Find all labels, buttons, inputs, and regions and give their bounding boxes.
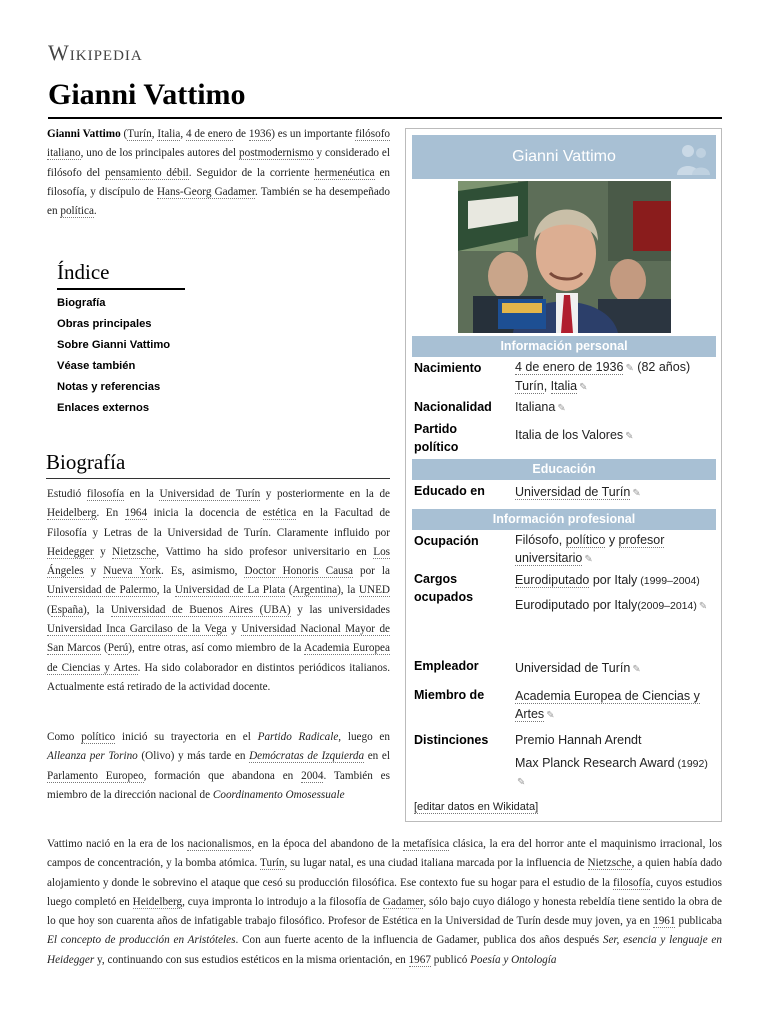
value-miembro [515, 688, 715, 724]
value-empleador: Universidad de Turín ✎ [515, 660, 715, 679]
infobox-title: Gianni Vattimo [512, 148, 616, 165]
label-empleador: Empleador [414, 659, 479, 673]
link-filosofo[interactable]: filósofo [355, 128, 391, 140]
value-nacimiento: 4 de enero de 1936 ✎ (82 años) Turín, Italia ✎ [515, 359, 715, 396]
link-academia-europea-infobox[interactable]: Academia Europea de Ciencias y Artes [515, 689, 700, 721]
section-header-personal: Información personal [412, 336, 716, 357]
link-argentina[interactable]: Argentina [292, 584, 338, 597]
link-birth-date[interactable]: 4 de enero [185, 128, 233, 140]
value-ocupacion: Filósofo, político y profesor universitario ✎ [515, 532, 715, 568]
portrait-photo[interactable] [458, 181, 671, 333]
link-nacionalismos[interactable]: nacionalismos [187, 838, 252, 850]
toc-item-notas[interactable]: Notas y referencias [57, 381, 161, 393]
label-miembro: Miembro de [414, 688, 485, 702]
label-educado: Educado en [414, 484, 485, 498]
toc-item-enlaces[interactable]: Enlaces externos [57, 402, 150, 414]
link-politico[interactable]: político [81, 731, 116, 743]
link-gadamer-p3[interactable]: Gadamer [382, 895, 424, 908]
toc-divider [57, 288, 185, 290]
link-peru[interactable]: Perú [107, 642, 129, 655]
section-divider [46, 478, 390, 479]
link-uned[interactable]: UNED [358, 584, 390, 597]
link-estetica[interactable]: estética [262, 507, 297, 520]
link-hermeneutica[interactable]: hermenéutica [314, 166, 375, 179]
link-politico-infobox[interactable]: político [565, 533, 606, 547]
biografia-paragraph-3: Vattimo nació en la era de los nacionalismos, en la época del abandono de la metafísica clásica, la era del horror ante el maquinismo irracional, los campos de concentración, y la bomba atómica. Turín, su lugar natal, es una ciudad italiana marcada por la influencia de Nietzsche, a quien había dado alojamiento y donde le sobrevino el ataque que cesó su producción filosófica. Ese contexto fue su hogar para el estudio de la filosofía, cuyos estudios luego completó en Heidelberg, cuya impronta lo introdujo a la filosofía de Gadamer, sólo bajo cuyo diálogo y honesta rebeldía tiene sentido la obra de lo que hoy son cuarenta años de infatigable trabajo filosófico. Profesor de Estética en la Universidad de Turín desde muy joven, ya en 1961 publicaba El concepto de producción en Aristóteles. Con aun fuerte acento de la influencia de Gadamer, publica dos años después Ser, esencia y lenguaje en Heidegger y, continuando con sus estudios estéticos en la misma orientación, en 1967 publicó Poesía y Ontología [47, 838, 723, 966]
section-header-profesional: Información profesional [412, 509, 716, 530]
label-cargos: Cargos ocupados [414, 572, 474, 604]
link-san-marcos[interactable]: Universidad Nacional Mayor de San Marcos [47, 623, 391, 655]
pencil-icon[interactable]: ✎ [632, 664, 641, 675]
link-1964[interactable]: 1964 [124, 507, 148, 520]
italic-alleanza: Alleanza per Torino [47, 750, 138, 763]
link-italiano[interactable]: italiano [47, 147, 81, 160]
toc-heading: Índice [57, 260, 110, 284]
link-nietzsche-p3[interactable]: Nietzsche [587, 857, 632, 870]
edit-wikidata-link[interactable]: [editar datos en Wikidata] [414, 801, 539, 813]
wikipedia-wordmark[interactable]: Wikipedia [48, 40, 143, 65]
link-nueva-york[interactable]: Nueva York [103, 565, 161, 578]
link-uba[interactable]: Universidad de Buenos Aires (UBA) [110, 603, 291, 616]
link-postmodernismo[interactable]: postmodernismo [239, 147, 314, 160]
link-universidad-turin[interactable]: Universidad de Turín [159, 488, 261, 500]
biografia-paragraph-2: Como político inició su trayectoria en el Partido Radicale, luego en Alleanza per Torino (Olivo) y más tarde en Demócratas de Izquierda en el Parlamento Europeo, formación que abandona en 2004. También es miembro de la dirección nacional de Coordinamento Omosessuale [47, 731, 390, 801]
link-turin[interactable]: Turín [127, 128, 152, 140]
link-los-angeles[interactable]: Los Ángeles [47, 545, 391, 578]
toc-item-obras[interactable]: Obras principales [57, 318, 152, 330]
pencil-icon[interactable]: ✎ [698, 600, 708, 612]
toc-item-sobre[interactable]: Sobre Gianni Vattimo [57, 339, 171, 351]
pencil-icon[interactable]: ✎ [557, 403, 566, 414]
value-cargos: Eurodiputado por Italy (1999–2004) Eurodiputado por Italy(2009–2014) ✎ [515, 572, 715, 615]
label-partido: Partido político [414, 422, 459, 454]
link-inca-garcilaso[interactable]: Universidad Inca Garcilaso de la Vega [47, 623, 227, 636]
link-italia[interactable]: Italia [157, 128, 181, 140]
value-distinciones: Premio Hannah Arendt Max Planck Research Award (1992)✎ [515, 732, 715, 792]
value-partido: Italia de los Valores ✎ [515, 427, 715, 446]
link-nietzsche[interactable]: Nietzsche [112, 545, 157, 558]
link-universidad-la-plata[interactable]: Universidad de La Plata [174, 584, 286, 597]
label-ocupacion: Ocupación [414, 534, 479, 548]
pencil-icon[interactable]: ✎ [584, 553, 593, 565]
link-1961[interactable]: 1961 [653, 915, 676, 928]
link-politica[interactable]: política [60, 205, 94, 218]
link-heidegger[interactable]: Heidegger [47, 545, 94, 558]
section-heading-biografia: Biografía [46, 450, 126, 474]
link-birthplace-turin[interactable]: Turín [515, 378, 544, 393]
link-metafisica[interactable]: metafísica [403, 838, 450, 850]
bold-subject-name: Gianni Vattimo [47, 128, 121, 140]
page-title: Gianni Vattimo [48, 78, 246, 111]
italic-coordinamento: Coordinamento Omosessuale [212, 788, 345, 801]
toc-item-biografia[interactable]: Biografía [57, 297, 106, 309]
pencil-icon[interactable]: ✎ [517, 777, 526, 788]
infobox-header [412, 135, 716, 179]
link-doctor-honoris-causa[interactable]: Doctor Honoris Causa [244, 565, 353, 578]
section-header-educacion: Educación [412, 459, 716, 480]
link-birthplace-italia[interactable]: Italia [550, 378, 578, 393]
person-silhouette-icon [674, 141, 712, 175]
link-parlamento-europeo[interactable]: Parlamento Europeo [47, 769, 144, 782]
link-universidad-turin-infobox[interactable]: Universidad de Turín [515, 485, 631, 499]
pencil-icon[interactable]: ✎ [579, 381, 588, 393]
value-educado [515, 484, 715, 503]
link-filosofia-p3[interactable]: filosofía [613, 876, 651, 889]
link-1967[interactable]: 1967 [408, 953, 431, 966]
link-turin-p3[interactable]: Turín [260, 857, 285, 870]
italic-partido-radicale: Partido Radicale [257, 731, 339, 743]
label-nacimiento: Nacimiento [414, 361, 482, 375]
intro-paragraph: Gianni Vattimo (Turín, Italia, 4 de enero de 1936) es un importante filósofo italiano, uno de los principales autores del postmodernismo y considerado el filósofo del pensamiento débil. Seguidor de la corriente hermenéutica en filosofía, y discípulo de Hans-Georg Gadamer. También se ha desempeñado en política. [47, 128, 391, 218]
pencil-icon[interactable]: ✎ [632, 488, 641, 499]
toc-item-vease[interactable]: Véase también [57, 360, 136, 372]
link-espana[interactable]: España [50, 603, 84, 616]
pencil-icon[interactable]: ✎ [546, 709, 555, 721]
link-profesor-universitario[interactable]: profesor universitario [515, 533, 665, 565]
label-nacionalidad: Nacionalidad [414, 400, 492, 414]
link-academia-europea[interactable]: Academia Europea de Ciencias y Artes [47, 642, 390, 674]
link-gadamer[interactable]: Hans-Georg Gadamer [156, 185, 255, 198]
link-birth-year[interactable]: 1936 [248, 128, 272, 140]
biografia-paragraph-1: Estudió filosofía en la Universidad de Turín y posteriormente en la de Heidelberg. En 1964 inicia la docencia de estética en la Facultad de Filosofía y Letras de la Universidad de Turín. Claramente influido por Heidegger y Nietzsche, Vattimo ha sido profesor universitario en Los Ángeles y Nueva York. Es, asimismo, Doctor Honoris Causa por la Universidad de Palermo, la Universidad de La Plata (Argentina), la UNED (España), la Universidad de Buenos Aires (UBA) y las universidades Universidad Inca Garcilaso de la Vega y Universidad Nacional Mayor de San Marcos (Perú), entre otras, así como miembro de la Academia Europea de Ciencias y Artes. Ha sido colaborador en distintos periódicos italianos. Actualmente está retirado de la actividad docente. [47, 488, 391, 693]
link-birth-date-infobox[interactable]: 4 de enero de 1936 [515, 360, 624, 374]
link-eurodiputado[interactable]: Eurodiputado [515, 573, 590, 587]
title-divider [48, 117, 722, 119]
label-distinciones: Distinciones [414, 733, 489, 747]
link-filosofia[interactable]: filosofía [86, 488, 125, 500]
pencil-icon[interactable]: ✎ [625, 363, 634, 374]
link-universidad-palermo[interactable]: Universidad de Palermo [47, 584, 157, 597]
link-2004[interactable]: 2004 [301, 769, 324, 782]
table-of-contents [57, 296, 170, 422]
link-pensamiento-debil[interactable]: pensamiento débil [105, 166, 189, 179]
pencil-icon[interactable]: ✎ [625, 431, 634, 442]
link-democratas-izquierda[interactable]: Demócratas de Izquierda [249, 750, 365, 763]
value-nacionalidad: Italiana ✎ [515, 399, 715, 418]
link-heidelberg[interactable]: Heidelberg [47, 507, 97, 520]
link-heidelberg-p3[interactable]: Heidelberg [132, 895, 183, 908]
infobox [405, 128, 722, 822]
